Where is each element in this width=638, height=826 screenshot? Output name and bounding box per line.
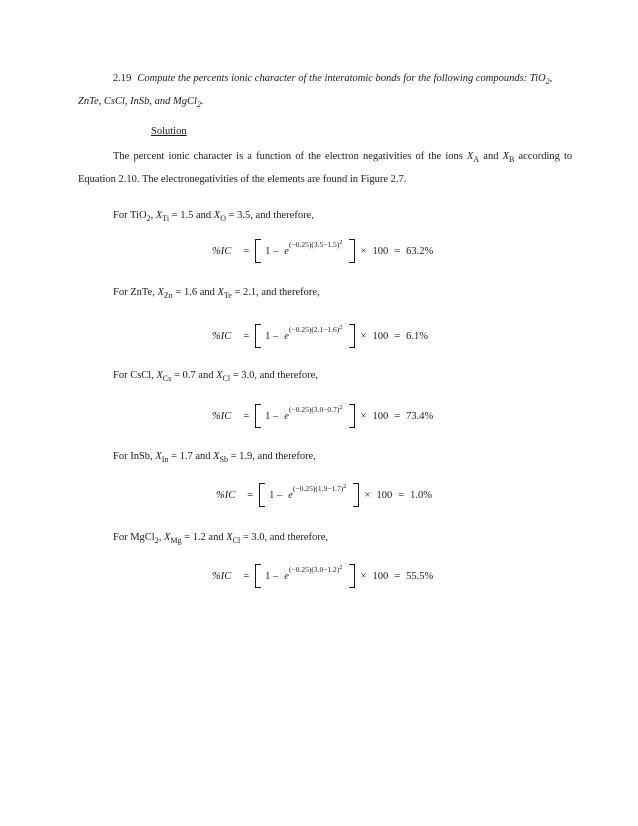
times-sign: × (364, 489, 371, 501)
equals-sign: = (394, 570, 401, 582)
punctuation: , (150, 210, 154, 221)
electronegativity-value: = 1.6 and (175, 287, 215, 298)
exponent-square: 2 (339, 403, 343, 411)
exponent-expression: (−0.25)(1.9−1.7) (292, 483, 344, 493)
exponential-base: e (284, 245, 289, 257)
right-bracket (349, 324, 355, 348)
one-minus-term: 1 – (265, 245, 279, 257)
equals-sign: = (243, 410, 250, 422)
result-value: 55.5% (406, 570, 434, 582)
times-sign: × (360, 330, 367, 342)
intro-paragraph-line-1 (113, 151, 572, 164)
exponent (293, 484, 347, 493)
compound-label: For ZnTe, (113, 287, 155, 298)
exponent-expression: (−0.25)(3.5−1.5) (288, 239, 340, 249)
electronegativity-value: = 1.2 and (184, 532, 224, 543)
electronegativity-value: = 1.7 and (171, 451, 211, 462)
times-sign: × (360, 570, 367, 582)
variable: X (213, 451, 220, 462)
case-intro-line (113, 287, 320, 300)
electronegativity-value: = 1.9, and therefore, (230, 451, 316, 462)
equals-sign: = (394, 410, 401, 422)
intro-text: according to (518, 151, 573, 162)
left-bracket (255, 404, 261, 428)
electronegativity-value: = 1.5 and (171, 210, 212, 221)
exponential-base: e (288, 489, 293, 501)
variable: X (213, 210, 221, 221)
problem-number: 2.19 (113, 73, 132, 84)
equation-lhs: %IC (212, 245, 232, 257)
equation-lhs: %IC (216, 489, 236, 501)
subscript: Cl (222, 374, 231, 383)
problem-statement-line-1 (113, 73, 552, 86)
one-minus-term: 1 – (265, 570, 279, 582)
punctuation: , (549, 73, 553, 84)
exponential-base: e (284, 410, 289, 422)
left-bracket (255, 324, 261, 348)
result-value: 73.4% (406, 410, 434, 422)
intro-text: The percent ionic character is a function of the electron negativities of the ions (113, 151, 463, 162)
exponent-expression: (−0.25)(3.0−1.2) (288, 564, 340, 574)
subscript: Sb (219, 455, 228, 464)
variable: X (155, 210, 163, 221)
case-intro-line (113, 370, 318, 383)
ionic-character-equation (212, 561, 433, 591)
left-bracket (259, 483, 265, 507)
ionic-character-equation (212, 401, 433, 431)
equation-lhs: %IC (212, 330, 232, 342)
ionic-character-equation (212, 236, 433, 266)
subscript: Cs (162, 374, 172, 383)
result-value: 63.2% (406, 245, 434, 257)
subscript: 2 (146, 214, 151, 223)
equation-lhs: %IC (212, 410, 232, 422)
exponent (289, 325, 343, 334)
subscript: Zn (163, 291, 173, 300)
variable: X (226, 532, 233, 543)
compound-label: For MgCl (113, 532, 155, 543)
problem-statement-line-2 (78, 96, 204, 109)
electronegativity-value: = 3.0, and therefore, (242, 532, 329, 543)
equals-sign: = (243, 245, 250, 257)
variable: X (157, 287, 164, 298)
result-value: 6.1% (406, 330, 429, 342)
equals-sign: = (243, 330, 250, 342)
equals-sign: = (398, 489, 405, 501)
one-minus-term: 1 – (265, 330, 279, 342)
exponent-square: 2 (339, 563, 343, 571)
subscript: O (220, 214, 226, 223)
variable: X (502, 151, 509, 162)
subscript: 2 (545, 77, 550, 86)
equals-sign: = (243, 570, 250, 582)
hundred-factor: 100 (372, 410, 389, 422)
subscript: B (509, 155, 515, 164)
ionic-character-equation (212, 321, 428, 351)
ionic-character-equation (216, 480, 432, 510)
equals-sign: = (394, 330, 401, 342)
intro-text: and (483, 151, 499, 162)
punctuation: . (200, 96, 204, 107)
variable: X (216, 370, 223, 381)
hundred-factor: 100 (372, 330, 389, 342)
exponent-expression: (−0.25)(3.0−0.7) (288, 404, 340, 414)
problem-text: ZnTe, CsCl, InSb, and MgCl (78, 96, 197, 107)
right-bracket (349, 404, 355, 428)
right-bracket (349, 564, 355, 588)
exponent (289, 565, 343, 574)
case-intro-line (113, 532, 328, 545)
times-sign: × (360, 410, 367, 422)
right-bracket (353, 483, 359, 507)
variable: X (466, 151, 474, 162)
exponent (289, 405, 343, 414)
exponent (289, 240, 343, 249)
electronegativity-value: = 0.7 and (173, 370, 214, 381)
variable: X (155, 451, 162, 462)
subscript: Ti (162, 214, 170, 223)
problem-text: Compute the percents ionic character of the interatomic bonds for the following compounds: TiO (137, 73, 546, 84)
hundred-factor: 100 (372, 570, 389, 582)
compound-label: For InSb, (113, 451, 153, 462)
case-intro-line (113, 451, 316, 464)
equals-sign: = (247, 489, 254, 501)
electronegativity-value: = 3.5, and therefore, (228, 210, 314, 221)
result-value: 1.0% (410, 489, 433, 501)
hundred-factor: 100 (372, 245, 389, 257)
subscript: In (161, 455, 169, 464)
hundred-factor: 100 (376, 489, 393, 501)
right-bracket (349, 239, 355, 263)
one-minus-term: 1 – (269, 489, 283, 501)
exponential-base: e (284, 570, 289, 582)
variable: X (217, 287, 224, 298)
exponent-square: 2 (343, 482, 347, 490)
left-bracket (255, 564, 261, 588)
times-sign: × (360, 245, 367, 257)
equals-sign: = (394, 245, 401, 257)
subscript: Mg (170, 536, 182, 545)
exponent-square: 2 (339, 238, 343, 246)
subscript: Te (223, 291, 232, 300)
exponent-expression: (−0.25)(2.1−1.6) (288, 324, 340, 334)
solution-heading: Solution (151, 126, 187, 137)
subscript: 2 (154, 536, 159, 545)
compound-label: For CsCl, (113, 370, 154, 381)
variable: X (163, 532, 171, 543)
exponential-base: e (284, 330, 289, 342)
variable: X (156, 370, 163, 381)
one-minus-term: 1 – (265, 410, 279, 422)
intro-paragraph-line-2: Equation 2.10. The electronegativities of the elements are found in Figure 2.7. (78, 174, 407, 185)
compound-label: For TiO (113, 210, 147, 221)
subscript: 2 (196, 100, 201, 109)
subscript: Cl (232, 536, 241, 545)
electronegativity-value: = 2.1, and therefore, (234, 287, 320, 298)
electronegativity-value: = 3.0, and therefore, (232, 370, 318, 381)
left-bracket (255, 239, 261, 263)
punctuation: , (158, 532, 162, 543)
equation-lhs: %IC (212, 570, 232, 582)
subscript: A (473, 155, 480, 164)
exponent-square: 2 (339, 323, 343, 331)
case-intro-line (113, 210, 314, 223)
